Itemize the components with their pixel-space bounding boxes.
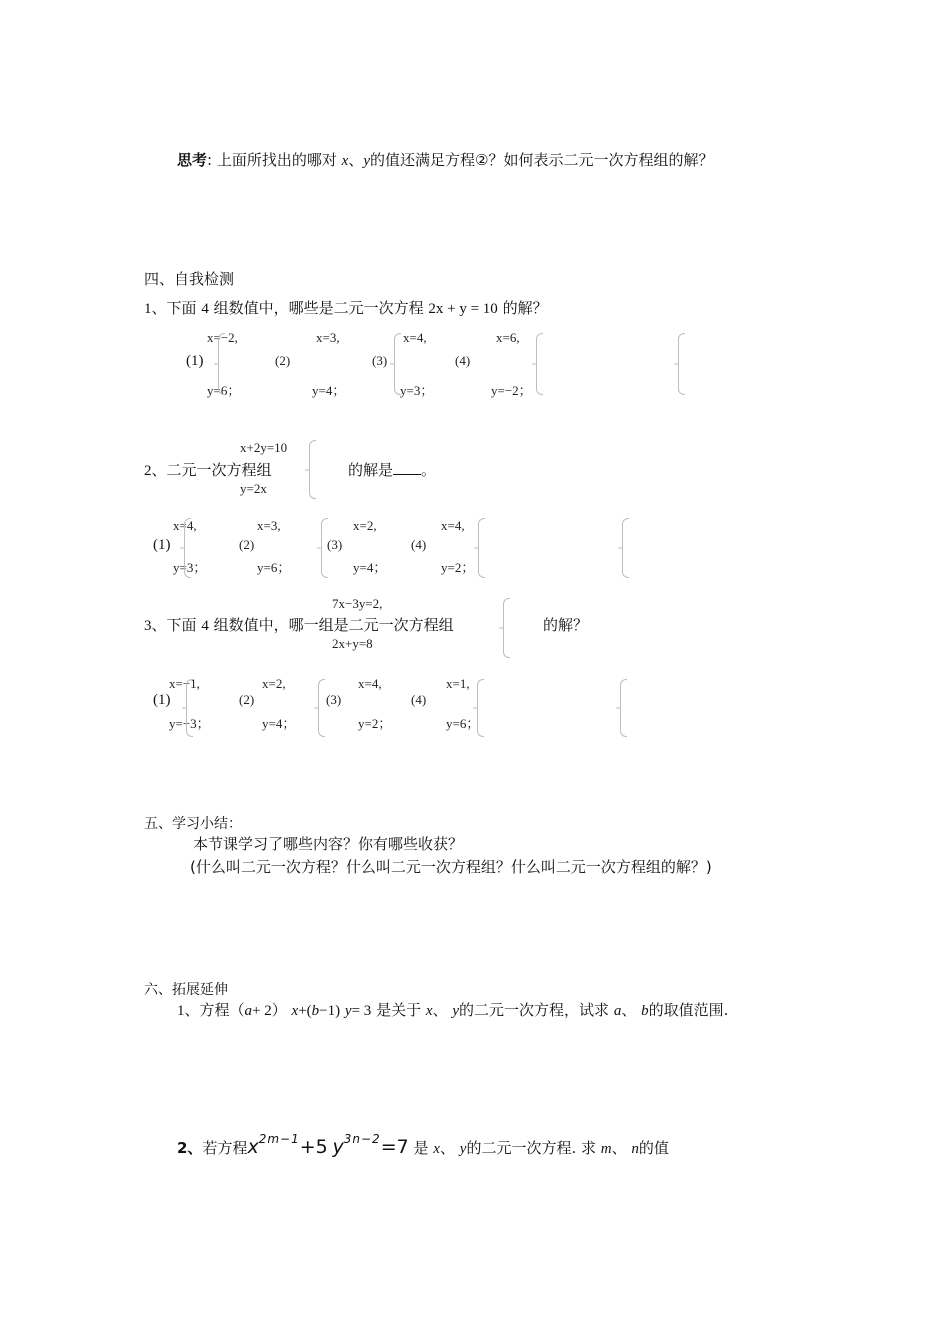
brace-icon <box>678 333 685 395</box>
q1-option-3-label: (3) <box>372 353 388 368</box>
q2-option-2-label: (2) <box>239 537 255 552</box>
q3-option-4-y: y=6； <box>446 716 480 731</box>
q3-option-2-y: y=4； <box>262 716 296 731</box>
think-label: 思考 <box>177 151 208 169</box>
q2-option-3-x: x=2, <box>353 518 377 533</box>
q1-option-1-label: (1) <box>186 353 204 369</box>
brace-icon <box>477 679 484 737</box>
brace-icon <box>184 518 191 578</box>
section-5-heading: 五、学习小结： <box>144 816 242 832</box>
q2-prompt-tail: 的解是 。 <box>348 461 437 479</box>
q2-prompt: 2、二元一次方程组 <box>144 461 272 479</box>
q2-option-2-x: x=3, <box>257 518 281 533</box>
q2-eq2: y=2x <box>240 481 267 496</box>
q2-option-3-y: y=4； <box>353 560 387 575</box>
q1-option-1-y: y=6； <box>207 383 241 398</box>
brace-icon <box>620 679 627 737</box>
q2-option-4-label: (4) <box>411 537 427 552</box>
q1-option-1-x: x=−2, <box>207 330 238 345</box>
q1-equation: 2x + y = 10 <box>428 301 498 317</box>
q3-option-2-x: x=2, <box>262 676 286 691</box>
q3-eq2: 2x+y=8 <box>332 636 373 651</box>
section-4-heading: 四、自我检测 <box>144 270 235 288</box>
brace-icon <box>309 440 316 499</box>
q2-option-1-label: (1) <box>153 537 171 553</box>
q1-option-2-x: x=3, <box>316 330 340 345</box>
think-prompt: 思考: 上面所找出的哪对 x、y的值还满足方程②？如何表示二元一次方程组的解？ <box>177 151 714 169</box>
q3-eq1: 7x−3y=2, <box>332 596 383 611</box>
q3-option-4-x: x=1, <box>446 676 470 691</box>
q1-option-3-y: y=3； <box>400 383 434 398</box>
q3-option-1-x: x=−1, <box>169 676 200 691</box>
q1-option-4-y: y=−2； <box>491 383 532 398</box>
q3-option-3-label: (3) <box>326 692 342 707</box>
q3-option-1-y: y=−3； <box>169 716 210 731</box>
q1-option-2-y: y=4； <box>312 383 346 398</box>
q2-option-1-x: x=4, <box>173 518 197 533</box>
brace-icon <box>218 333 225 395</box>
section-6-heading: 六、拓展延伸 <box>144 982 228 998</box>
q3-option-3-y: y=2； <box>358 716 392 731</box>
q2-option-4-y: y=2； <box>441 560 475 575</box>
q3-prompt-tail: 的解？ <box>543 616 589 634</box>
q1-option-4-x: x=6, <box>496 330 520 345</box>
brace-icon <box>478 518 485 578</box>
q3-option-3-x: x=4, <box>358 676 382 691</box>
q3-option-1-label: (1) <box>153 692 171 708</box>
brace-icon <box>186 679 193 737</box>
q2-option-1-y: y=3； <box>173 560 207 575</box>
q2-option-2-y: y=6； <box>257 560 291 575</box>
q2-option-3-label: (3) <box>327 537 343 552</box>
q3-prompt: 3、下面 4 组数值中，哪一组是二元一次方程组 <box>144 616 454 634</box>
q1-option-4-label: (4) <box>455 353 471 368</box>
ext-q2-prompt: 2、若方程$x^{2m-1}+5$ $y^{3n-2}=7$ 是 x、 y的二元一次方程. 求 m、 n的值 <box>177 1132 669 1158</box>
brace-icon <box>622 518 629 578</box>
brace-icon <box>318 679 325 737</box>
q1-option-2-label: (2) <box>275 353 291 368</box>
ext-q1-prompt: 1、方程（a+ 2） x+(b−1) y= 3 是关于 x、 y的二元一次方程，试求 a、 b的取值范围. <box>177 1001 729 1019</box>
q2-eq1: x+2y=10 <box>240 440 288 455</box>
q1-prompt: 1、下面 4 组数值中，哪些是二元一次方程 2x + y = 10 的解？ <box>144 299 548 317</box>
q3-option-2-label: (2) <box>239 692 255 707</box>
brace-icon <box>503 598 510 658</box>
q1-option-3-x: x=4, <box>403 330 427 345</box>
q2-option-4-x: x=4, <box>441 518 465 533</box>
brace-icon <box>536 333 543 395</box>
summary-line-1: 本节课学习了哪些内容？你有哪些收获？ <box>193 835 464 853</box>
q3-option-4-label: (4) <box>411 692 427 707</box>
answer-blank[interactable] <box>393 462 421 475</box>
summary-line-2: (什么叫二元一次方程？什么叫二元一次方程组？什么叫二元一次方程组的解？) <box>190 858 712 876</box>
